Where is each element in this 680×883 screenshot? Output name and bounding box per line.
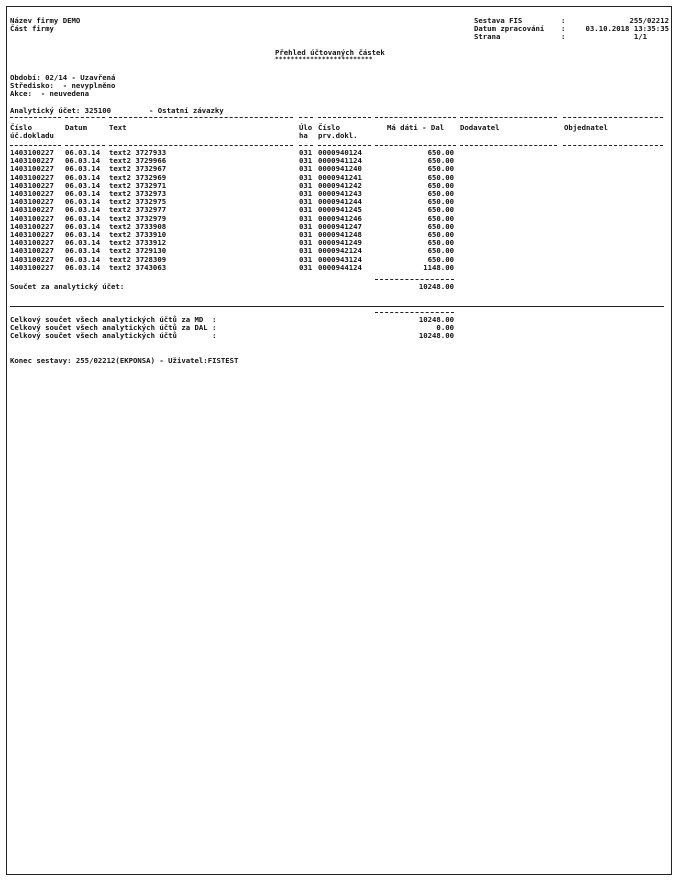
total-all-label: Celkový součet všech analytických účtů : <box>10 331 217 340</box>
processing-label: Datum zpracování <box>474 24 545 33</box>
row-amount: 1148.00 <box>423 262 454 272</box>
col-doc-number-sub: úč.dokladu <box>10 131 54 140</box>
col-rule-bottom <box>563 145 663 146</box>
row-amount: 650.00 <box>427 189 454 198</box>
row-prv-number: 0000941244 <box>318 197 362 207</box>
col-customer: Objednatel <box>564 123 608 132</box>
row-prv-number: 0000941249 <box>318 238 362 248</box>
row-text: text2 3733912 <box>109 238 167 248</box>
row-doc-number: 1403100227 <box>10 254 54 264</box>
account-name: - Ostatní závazky <box>149 106 224 115</box>
account-label: Analytický účet: 325100 <box>10 106 112 115</box>
col-rule-bottom <box>65 145 105 146</box>
row-task: 031 <box>299 221 313 231</box>
col-rule-bottom <box>109 145 293 146</box>
processing-colon: : <box>561 24 566 33</box>
row-prv-number: 0000941242 <box>318 180 362 190</box>
report-colon: : <box>561 16 566 25</box>
row-task: 031 <box>299 156 313 166</box>
page-label: Strana <box>474 32 501 41</box>
row-doc-number: 1403100227 <box>10 172 54 182</box>
row-text: text2 3732973 <box>109 189 167 198</box>
row-amount: 650.00 <box>427 254 454 264</box>
subtotal-value: 10248.00 <box>418 282 454 291</box>
row-task: 031 <box>299 213 313 223</box>
row-task: 031 <box>299 205 313 215</box>
row-task: 031 <box>299 189 313 198</box>
row-doc-number: 1403100227 <box>10 197 54 207</box>
col-rule-top <box>299 117 313 118</box>
row-date: 06.03.14 <box>65 238 101 248</box>
row-task: 031 <box>299 254 313 264</box>
row-amount: 650.00 <box>427 246 454 256</box>
company-part: Část firmy <box>10 24 54 33</box>
row-date: 06.03.14 <box>65 254 101 264</box>
report-label: Sestava FIS <box>474 16 523 25</box>
row-doc-number: 1403100227 <box>10 230 54 239</box>
row-text: text2 3732979 <box>109 213 167 223</box>
row-text: text2 3733908 <box>109 221 167 231</box>
col-doc-number: Číslo <box>10 123 32 132</box>
col-rule-top <box>109 117 293 118</box>
filter-center: Středisko: - nevyplněno <box>10 81 116 90</box>
row-prv-number: 0000944124 <box>318 262 362 272</box>
page-value: 1/1 <box>633 32 647 41</box>
total-all-value: 10248.00 <box>418 331 454 340</box>
col-prv-sub: prv.dokl. <box>318 131 358 140</box>
row-task: 031 <box>299 238 313 248</box>
row-doc-number: 1403100227 <box>10 221 54 231</box>
row-text: text2 3732977 <box>109 205 167 215</box>
row-date: 06.03.14 <box>65 262 101 272</box>
row-task: 031 <box>299 230 313 239</box>
subtotal-label: Součet za analytický účet: <box>10 282 125 291</box>
row-date: 06.03.14 <box>65 197 101 207</box>
col-prv: Číslo <box>318 123 340 132</box>
col-rule-top <box>318 117 371 118</box>
col-text: Text <box>109 123 127 132</box>
row-date: 06.03.14 <box>65 189 101 198</box>
total-md-value: 10248.00 <box>418 315 454 324</box>
total-dal-label: Celkový součet všech analytických účtů za DAL : <box>10 323 217 332</box>
row-amount: 650.00 <box>427 148 454 157</box>
row-task: 031 <box>299 197 313 207</box>
row-prv-number: 0000941247 <box>318 221 362 231</box>
row-amount: 650.00 <box>427 221 454 231</box>
row-prv-number: 0000940124 <box>318 148 362 157</box>
col-rule-top <box>65 117 105 118</box>
col-rule-bottom <box>460 145 557 146</box>
row-task: 031 <box>299 164 313 174</box>
report-page <box>6 6 672 875</box>
row-doc-number: 1403100227 <box>10 156 54 166</box>
filter-action: Akce: - neuvedena <box>10 89 90 98</box>
row-prv-number: 0000941248 <box>318 230 362 239</box>
processing-value: 03.10.2018 13:35:35 <box>585 24 669 33</box>
row-prv-number: 0000941245 <box>318 205 362 215</box>
row-prv-number: 0000941243 <box>318 189 362 198</box>
row-amount: 650.00 <box>427 172 454 182</box>
col-rule-bottom <box>299 145 313 146</box>
section-separator <box>10 306 664 307</box>
row-task: 031 <box>299 148 313 157</box>
row-date: 06.03.14 <box>65 221 101 231</box>
total-dal-value: 0.00 <box>436 323 454 332</box>
row-doc-number: 1403100227 <box>10 148 54 157</box>
report-value: 255/02212 <box>629 16 669 25</box>
row-date: 06.03.14 <box>65 213 101 223</box>
row-task: 031 <box>299 246 313 256</box>
row-prv-number: 0000941246 <box>318 213 362 223</box>
col-rule-top <box>375 117 456 118</box>
row-amount: 650.00 <box>427 213 454 223</box>
row-task: 031 <box>299 262 313 272</box>
row-date: 06.03.14 <box>65 246 101 256</box>
row-doc-number: 1403100227 <box>10 246 54 256</box>
row-doc-number: 1403100227 <box>10 213 54 223</box>
col-rule-bottom <box>10 145 61 146</box>
row-date: 06.03.14 <box>65 148 101 157</box>
col-task: Úlo <box>299 123 313 132</box>
filter-period: Období: 02/14 - Uzavřená <box>10 73 116 82</box>
report-footer: Konec sestavy: 255/02212(EKPONSA) - Uživatel:FISTEST <box>10 356 239 365</box>
row-text: text2 3729130 <box>109 246 167 256</box>
row-date: 06.03.14 <box>65 205 101 215</box>
row-amount: 650.00 <box>427 205 454 215</box>
page-colon: : <box>561 32 566 41</box>
row-date: 06.03.14 <box>65 180 101 190</box>
row-text: text2 3732969 <box>109 172 167 182</box>
row-task: 031 <box>299 172 313 182</box>
row-text: text2 3729966 <box>109 156 167 166</box>
row-task: 031 <box>299 180 313 190</box>
row-amount: 650.00 <box>427 164 454 174</box>
col-rule-top <box>460 117 557 118</box>
row-date: 06.03.14 <box>65 164 101 174</box>
row-doc-number: 1403100227 <box>10 205 54 215</box>
row-date: 06.03.14 <box>65 230 101 239</box>
row-text: text2 3732971 <box>109 180 167 190</box>
col-amount: Má dáti - Dal <box>387 123 445 132</box>
col-supplier: Dodavatel <box>460 123 500 132</box>
report-title: Přehled účtovaných částek <box>275 48 385 57</box>
title-underline: ************************* <box>275 56 373 63</box>
company-name: Název firmy DEMO <box>10 16 81 25</box>
total-md-label: Celkový součet všech analytických účtů za MD : <box>10 315 217 324</box>
col-task-sub: ha <box>299 131 308 140</box>
row-amount: 650.00 <box>427 230 454 239</box>
row-amount: 650.00 <box>427 238 454 248</box>
row-text: text2 3728309 <box>109 254 167 264</box>
table-row <box>7 264 673 272</box>
row-date: 06.03.14 <box>65 156 101 166</box>
row-amount: 650.00 <box>427 180 454 190</box>
row-doc-number: 1403100227 <box>10 238 54 248</box>
row-text: text2 3733910 <box>109 230 167 239</box>
col-rule-top <box>10 117 61 118</box>
row-prv-number: 0000943124 <box>318 254 362 264</box>
col-date: Datum <box>65 123 87 132</box>
row-prv-number: 0000941124 <box>318 156 362 166</box>
row-text: text2 3732975 <box>109 197 167 207</box>
row-amount: 650.00 <box>427 156 454 166</box>
row-text: text2 3727933 <box>109 148 167 157</box>
row-text: text2 3732967 <box>109 164 167 174</box>
col-rule-bottom <box>318 145 371 146</box>
totals-rule <box>375 312 454 313</box>
row-doc-number: 1403100227 <box>10 180 54 190</box>
subtotal-rule <box>375 279 454 280</box>
col-rule-top <box>563 117 663 118</box>
row-prv-number: 0000941240 <box>318 164 362 174</box>
row-doc-number: 1403100227 <box>10 189 54 198</box>
row-text: text2 3743063 <box>109 262 167 272</box>
row-prv-number: 0000942124 <box>318 246 362 256</box>
row-amount: 650.00 <box>427 197 454 207</box>
row-doc-number: 1403100227 <box>10 262 54 272</box>
row-prv-number: 0000941241 <box>318 172 362 182</box>
row-doc-number: 1403100227 <box>10 164 54 174</box>
col-rule-bottom <box>375 145 456 146</box>
row-date: 06.03.14 <box>65 172 101 182</box>
